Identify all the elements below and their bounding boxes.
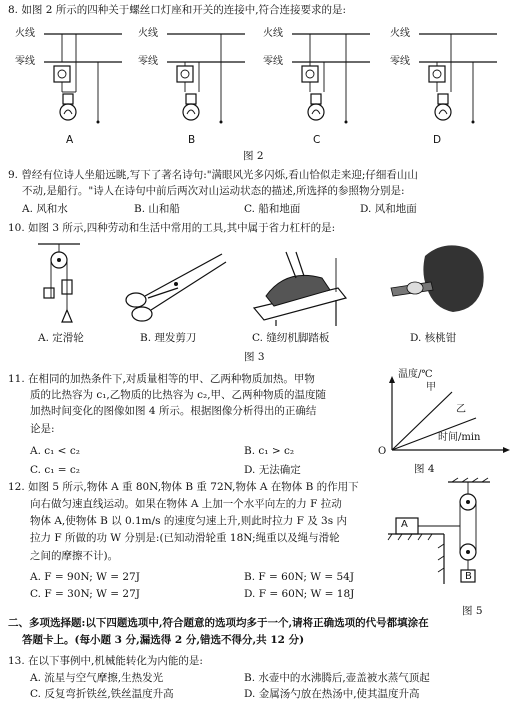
q8-option-c: C: [313, 134, 321, 146]
q12-option-a: A. F = 90N; W = 27J: [30, 571, 140, 583]
q10-option-d: D. 核桃钳: [410, 332, 457, 344]
graph-series-jia: 甲: [426, 382, 436, 393]
q13-option-c: C. 反复弯折铁丝,铁丝温度升高: [30, 688, 174, 700]
q13-option-a: A. 流星与空气摩擦,生热发光: [30, 672, 164, 684]
section-2-heading: 二、多项选择题:以下四题选项中,符合题意的选项均多于一个,请将正确选项的代号都填涂在: [8, 617, 429, 629]
q13-option-d: D. 金属汤勺放在热汤中,使其温度升高: [244, 688, 420, 700]
section-2-instructions: 答题卡上。(每小题 3 分,漏选得 2 分,错选不得分,共 12 分): [22, 634, 305, 646]
nutcracker-image: [385, 238, 495, 318]
fixed-pulley-image: [30, 240, 90, 330]
q9-option-d: D. 风和地面: [360, 203, 417, 215]
block-a-label: A: [401, 519, 408, 530]
q11-line-3: 加热时间变化的图像如图 4 所示。根据图像分析得出的正确结: [30, 405, 317, 417]
q12-line-3: 物体 A,使物体 B 以 0.1m/s 的速度匀速上升,则此时拉力 F 及 3s 内: [30, 515, 347, 527]
neutral-wire-label-c: 零线: [263, 56, 283, 67]
figure-5-caption: 图 5: [462, 605, 483, 617]
q9-line-1: 9. 曾经有位诗人坐船远眺,写下了著名诗句:"满眼风光多闪烁,看山恰似走来迎;仔细看山山: [8, 169, 418, 181]
q10-text: 10. 如图 3 所示,四种劳动和生活中常用的工具,其中属于省力杠杆的是:: [8, 222, 336, 234]
q11-option-b: B. c₁ > c₂: [244, 445, 295, 457]
q10-option-a: A. 定滑轮: [38, 332, 84, 344]
figure-2-caption: 图 2: [243, 150, 264, 162]
live-wire-label-a: 火线: [15, 28, 35, 39]
q8-option-a: A: [66, 134, 74, 146]
q12-line-1: 12. 如图 5 所示,物体 A 重 80N,物体 B 重 72N,物体 A 在物体 B 的作用下: [8, 481, 359, 493]
graph-origin: O: [378, 446, 387, 457]
live-wire-label-d: 火线: [390, 28, 410, 39]
q12-line-2: 向右做匀速直线运动。如果在物体 A 上加一个水平向左的力 F 拉动: [30, 498, 342, 510]
pulley-system-diagram: [388, 478, 500, 600]
q9-option-a: A. 风和水: [22, 203, 68, 215]
block-b-label: B: [465, 571, 472, 582]
q13-option-b: B. 水壶中的水沸腾后,壶盖被水蒸气顶起: [244, 672, 430, 684]
scissors-image: [118, 248, 228, 328]
q12-option-d: D. F = 60N; W = 18J: [244, 588, 355, 600]
graph-xlabel: 时间/min: [438, 432, 481, 443]
q8-option-d: D: [433, 134, 442, 146]
q10-option-c: C. 缝纫机脚踏板: [252, 332, 330, 344]
temperature-graph: [380, 370, 510, 460]
q11-line-1: 11. 在相同的加热条件下,对质量相等的甲、乙两种物质加热。甲物: [8, 373, 315, 385]
q12-option-c: C. F = 30N; W = 27J: [30, 588, 140, 600]
q11-option-a: A. c₁ < c₂: [30, 445, 80, 457]
q9-option-b: B. 山和船: [134, 203, 180, 215]
figure-3-caption: 图 3: [244, 351, 265, 363]
q11-line-4: 论是:: [30, 423, 55, 435]
q12-option-b: B. F = 60N; W = 54J: [244, 571, 355, 583]
neutral-wire-label-d: 零线: [390, 56, 410, 67]
live-wire-label-b: 火线: [138, 28, 158, 39]
q10-option-b: B. 理发剪刀: [140, 332, 197, 344]
q13-text: 13. 在以下事例中,机械能转化为内能的是:: [8, 655, 203, 667]
q12-line-4: 拉力 F 所做的功 W 分别是:(已知动滑轮重 18N;绳重以及绳与滑轮: [30, 532, 340, 544]
neutral-wire-label-a: 零线: [15, 56, 35, 67]
q9-line-2: 不动,是船行。"诗人在诗句中前后两次对山运动状态的描述,所选择的参照物分别是:: [22, 185, 405, 197]
graph-series-yi: 乙: [456, 404, 466, 415]
q9-option-c: C. 船和地面: [244, 203, 301, 215]
q11-line-2: 质的比热容为 c₁,乙物质的比热容为 c₂,甲、乙两种物质的温度随: [30, 389, 327, 401]
sewing-pedal-image: [246, 248, 356, 328]
live-wire-label-c: 火线: [263, 28, 283, 39]
q11-option-d: D. 无法确定: [244, 464, 301, 476]
q11-option-c: C. c₁ = c₂: [30, 464, 80, 476]
q8-text: 8. 如图 2 所示的四种关于螺丝口灯座和开关的连接中,符合连接要求的是:: [8, 4, 347, 16]
figure-4-caption: 图 4: [414, 463, 435, 475]
q8-option-b: B: [188, 134, 196, 146]
neutral-wire-label-b: 零线: [138, 56, 158, 67]
q12-line-5: 之间的摩擦不计)。: [30, 550, 119, 562]
graph-ylabel: 温度/℃: [398, 369, 433, 380]
